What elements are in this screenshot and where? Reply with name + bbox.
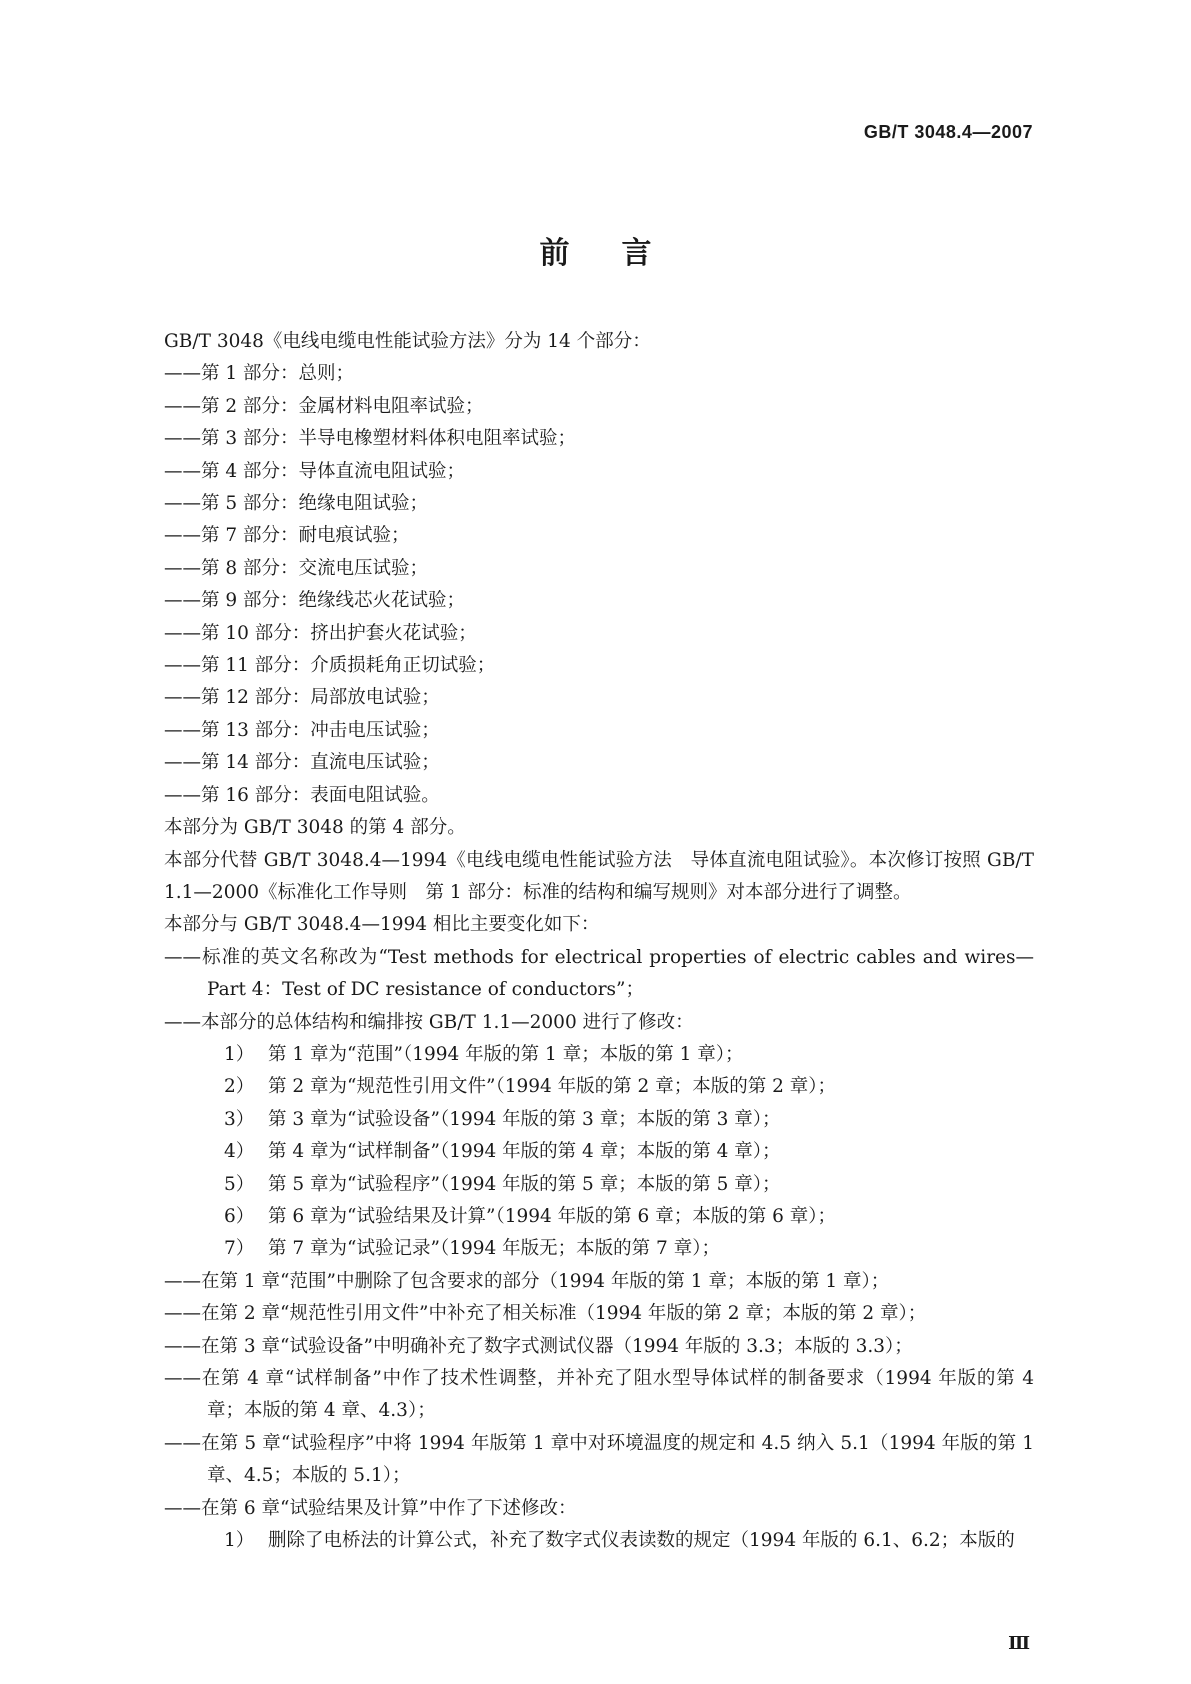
item-number: 2） [224, 1076, 255, 1098]
item-number: 6） [224, 1205, 255, 1227]
item-text: 第 1 章为“范围”（1994 年版的第 1 章；本版的第 1 章）； [268, 1043, 744, 1065]
list-item [164, 1233, 1034, 1265]
list-item: ——第 1 部分：总则； [164, 363, 355, 385]
item-text: 第 4 章为“试样制备”（1994 年版的第 4 章；本版的第 4 章）； [268, 1141, 781, 1163]
intro-paragraph: GB/T 3048《电线电缆电性能试验方法》分为 14 个部分： [164, 331, 651, 352]
change-chapter-6: ——在第 6 章“试验结果及计算”中作了下述修改： [164, 1497, 577, 1519]
change-chapter-1: ——在第 1 章“范围”中删除了包含要求的部分（1994 年版的第 1 章；本版的第 1 章）； [164, 1270, 890, 1292]
item-text: 第 2 章为“规范性引用文件”（1994 年版的第 2 章；本版的第 2 章）； [268, 1076, 836, 1098]
change-chapter-5: ——在第 5 章“试验程序”中将 1994 年版第 1 章中对环境温度的规定和 4.5 纳入 5.1（1994 年版的第 1 章、4.5；本版的 5.1）； [164, 1432, 1034, 1487]
standard-id: GB/T 3048.4—2007 [863, 122, 1033, 142]
page-title: 前言 [539, 236, 704, 271]
change-chapter-3: ——在第 3 章“试验设备”中明确补充了数字式测试仪器（1994 年版的 3.3；本版的 3.3）； [164, 1335, 913, 1357]
item-number: 5） [224, 1173, 255, 1195]
list-item [164, 1039, 1034, 1071]
list-item [164, 1071, 1034, 1103]
list-item: ——第 16 部分：表面电阻试验。 [164, 784, 440, 806]
list-item: ——第 9 部分：绝缘线芯火花试验； [164, 590, 466, 612]
item-number: 7） [224, 1238, 255, 1260]
list-item: ——第 14 部分：直流电压试验； [164, 752, 440, 774]
list-item: ——第 8 部分：交流电压试验； [164, 557, 429, 579]
changes-intro: 本部分与 GB/T 3048.4—1994 相比主要变化如下： [164, 914, 600, 936]
item-text: 删除了电桥法的计算公式，补充了数字式仪表读数的规定（1994 年版的 6.1、6.2；本版的 [268, 1530, 1015, 1552]
list-item [164, 1136, 1034, 1168]
change-english-name: ——标准的英文名称改为“Test methods for electrical properties of electric cables and wires—Part 4：Test of DC resistance of conductors”； [164, 946, 1034, 1001]
item-text: 第 6 章为“试验结果及计算”（1994 年版的第 6 章；本版的第 6 章）； [268, 1205, 836, 1227]
list-item [164, 1169, 1034, 1201]
item-text: 第 3 章为“试验设备”（1994 年版的第 3 章；本版的第 3 章）； [268, 1108, 781, 1130]
list-item: ——第 10 部分：挤出护套火花试验； [164, 622, 477, 644]
item-number: 1） [224, 1043, 255, 1065]
chapter-list [164, 1039, 1034, 1266]
page-number: Ⅲ [1008, 1633, 1030, 1654]
change-chapter-4: ——在第 4 章“试样制备”中作了技术性调整，并补充了阻水型导体试样的制备要求（1994 年版的第 4 章；本版的第 4 章、4.3）； [164, 1368, 1034, 1422]
list-item: ——第 11 部分：介质损耗角正切试验； [164, 655, 496, 677]
list-item [164, 1104, 1034, 1136]
this-part-paragraph: 本部分为 GB/T 3048 的第 4 部分。 [164, 817, 466, 839]
replace-paragraph: 本部分代替 GB/T 3048.4—1994《电线电缆电性能试验方法 导体直流电阻试验》。本次修订按照 GB/T 1.1—2000《标准化工作导则 第 1 部分：标准的结构和编写规则》对本部分进行了调整。 [164, 849, 1034, 903]
list-item: ——第 12 部分：局部放电试验； [164, 687, 440, 709]
item-number: 3） [224, 1108, 255, 1130]
item-text: 第 7 章为“试验记录”（1994 年版无；本版的第 7 章）； [268, 1238, 720, 1260]
item-text: 第 5 章为“试验程序”（1994 年版的第 5 章；本版的第 5 章）； [268, 1173, 781, 1195]
list-item: ——第 5 部分：绝缘电阻试验； [164, 493, 429, 515]
list-item: ——第 2 部分：金属材料电阻率试验； [164, 395, 484, 417]
list-item [164, 1525, 1034, 1557]
change-chapter-2: ——在第 2 章“规范性引用文件”中补充了相关标准（1994 年版的第 2 章；本版的第 2 章）； [164, 1303, 927, 1325]
list-item: ——第 4 部分：导体直流电阻试验； [164, 460, 466, 482]
list-item: ——第 13 部分：冲击电压试验； [164, 719, 440, 741]
foreword-body [164, 326, 1034, 1557]
item-number: 4） [224, 1141, 255, 1163]
list-item: ——第 7 部分：耐电痕试验； [164, 525, 410, 547]
change-structure: ——本部分的总体结构和编排按 GB/T 1.1—2000 进行了修改： [164, 1011, 694, 1033]
item-number: 1） [224, 1530, 255, 1552]
list-item [164, 1201, 1034, 1233]
parts-list [164, 358, 1034, 812]
list-item: ——第 3 部分：半导电橡塑材料体积电阻率试验； [164, 428, 577, 450]
